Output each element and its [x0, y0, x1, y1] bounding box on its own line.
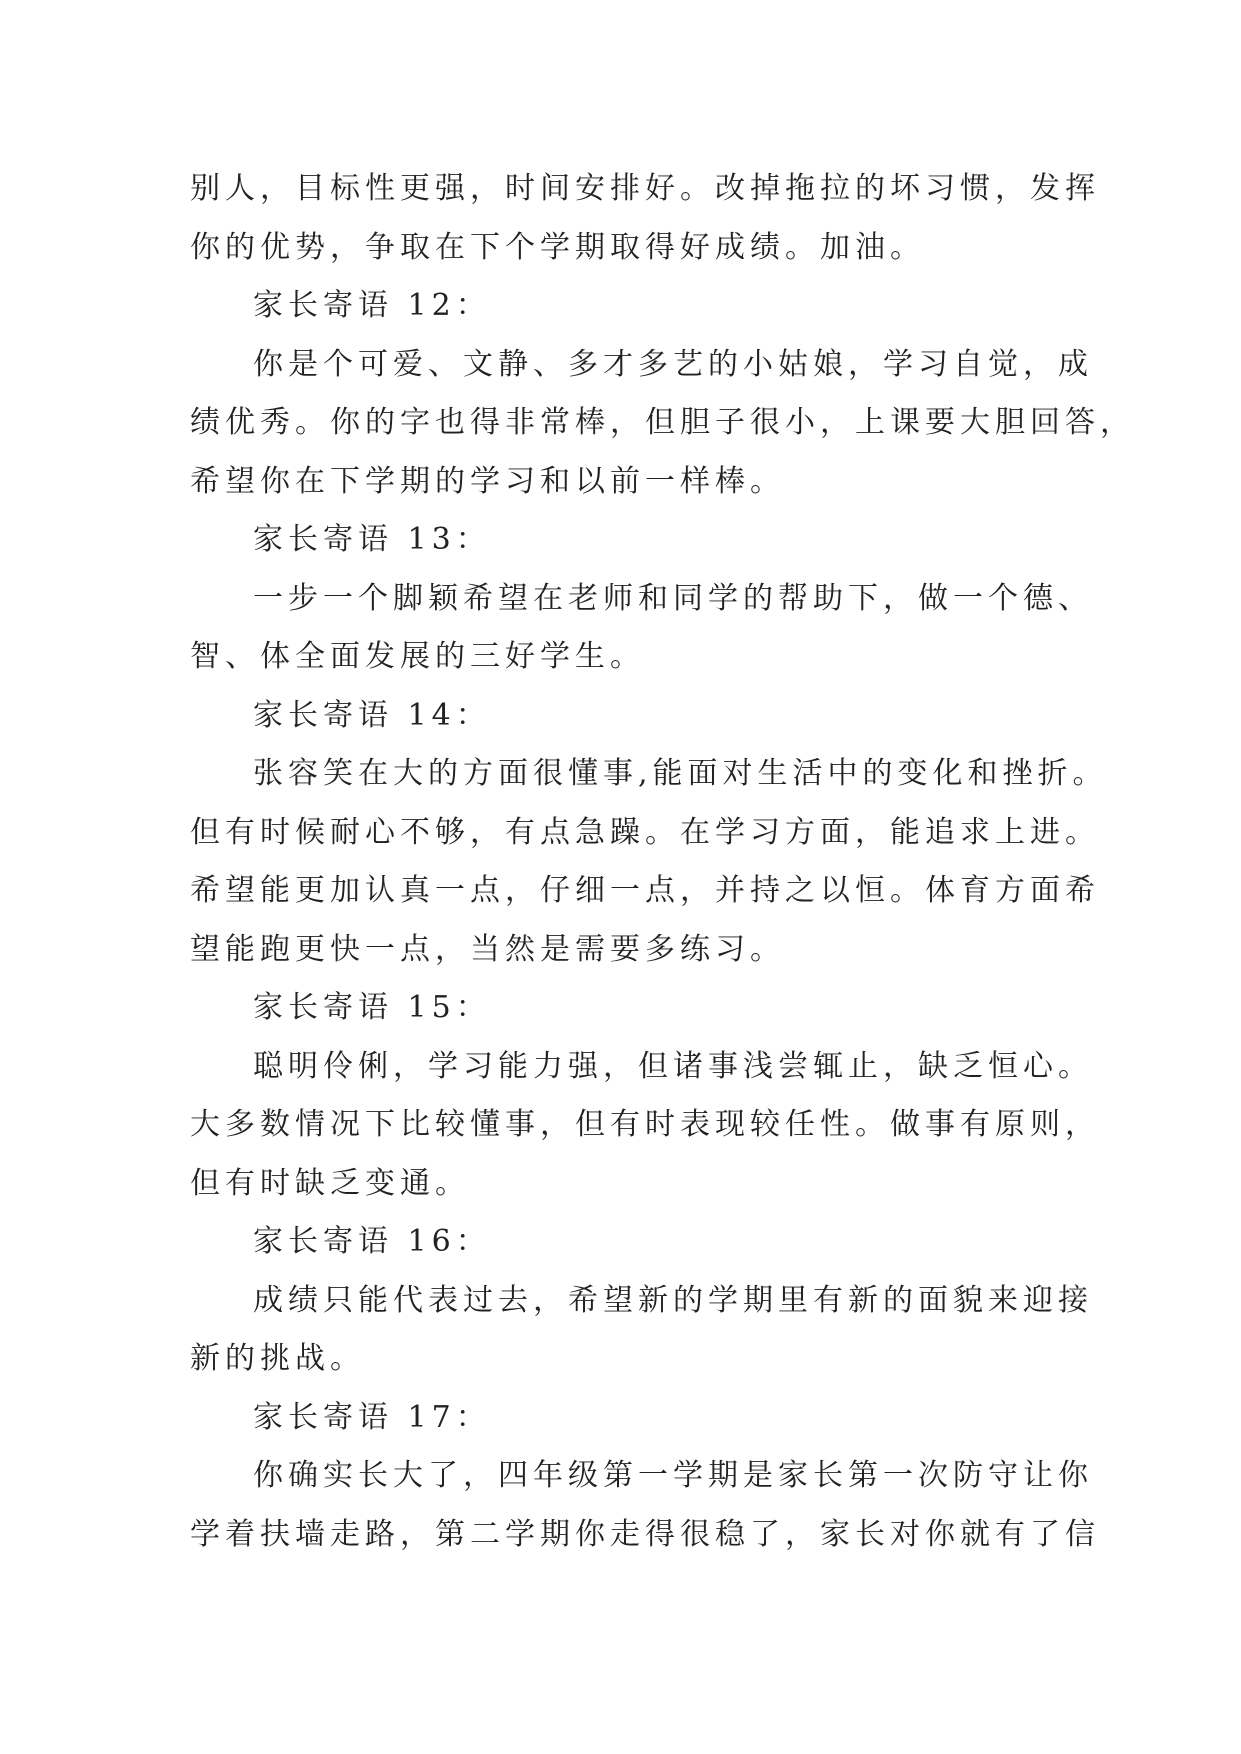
- paragraph-line: 智、体全面发展的三好学生。: [190, 639, 645, 674]
- section-heading: 家长寄语 17：: [253, 1399, 491, 1435]
- section-heading: 家长寄语 15：: [253, 990, 491, 1025]
- paragraph-line: 学着扶墙走路，第二学期你走得很稳了，家长对你就有了信: [190, 1516, 1100, 1552]
- paragraph-line: 张容笑在大的方面很懂事,能面对生活中的变化和挫折。: [253, 756, 1108, 791]
- document-body: [190, 160, 1135, 1564]
- paragraph-line: 希望你在下学期的学习和以前一样棒。: [190, 463, 785, 499]
- paragraph-line: 成绩只能代表过去，希望新的学期里有新的面貌来迎接: [253, 1282, 1093, 1318]
- paragraph-line: 你的优势，争取在下个学期取得好成绩。加油。: [190, 229, 925, 265]
- paragraph-line: 新的挑战。: [190, 1341, 365, 1376]
- section-heading: 家长寄语 13：: [253, 522, 491, 557]
- section-heading: 家长寄语 16：: [253, 1224, 491, 1259]
- paragraph-line: 但有时候耐心不够，有点急躁。在学习方面，能追求上进。: [190, 814, 1100, 850]
- paragraph-line: 一步一个脚颖希望在老师和同学的帮助下，做一个德、: [253, 580, 1093, 616]
- paragraph-line: 你是个可爱、文静、多才多艺的小姑娘，学习自觉，成: [253, 346, 1093, 382]
- paragraph-line: 大多数情况下比较懂事，但有时表现较任性。做事有原则，: [190, 1107, 1100, 1142]
- paragraph-line: 绩优秀。你的字也得非常棒，但胆子很小，上课要大胆回答，: [190, 405, 1135, 440]
- paragraph-line: 希望能更加认真一点，仔细一点，并持之以恒。体育方面希: [190, 873, 1100, 908]
- paragraph-line: 你确实长大了，四年级第一学期是家长第一次防守让你: [253, 1458, 1093, 1493]
- paragraph-line: 但有时缺乏变通。: [190, 1165, 470, 1201]
- paragraph-line: 望能跑更快一点，当然是需要多练习。: [190, 931, 785, 967]
- paragraph-line: 聪明伶俐，学习能力强，但诸事浅尝辄止，缺乏恒心。: [253, 1048, 1093, 1084]
- section-heading: 家长寄语 12：: [253, 288, 491, 323]
- section-heading: 家长寄语 14：: [253, 697, 491, 733]
- paragraph-line: 别人，目标性更强，时间安排好。改掉拖拉的坏习惯，发挥: [190, 171, 1100, 206]
